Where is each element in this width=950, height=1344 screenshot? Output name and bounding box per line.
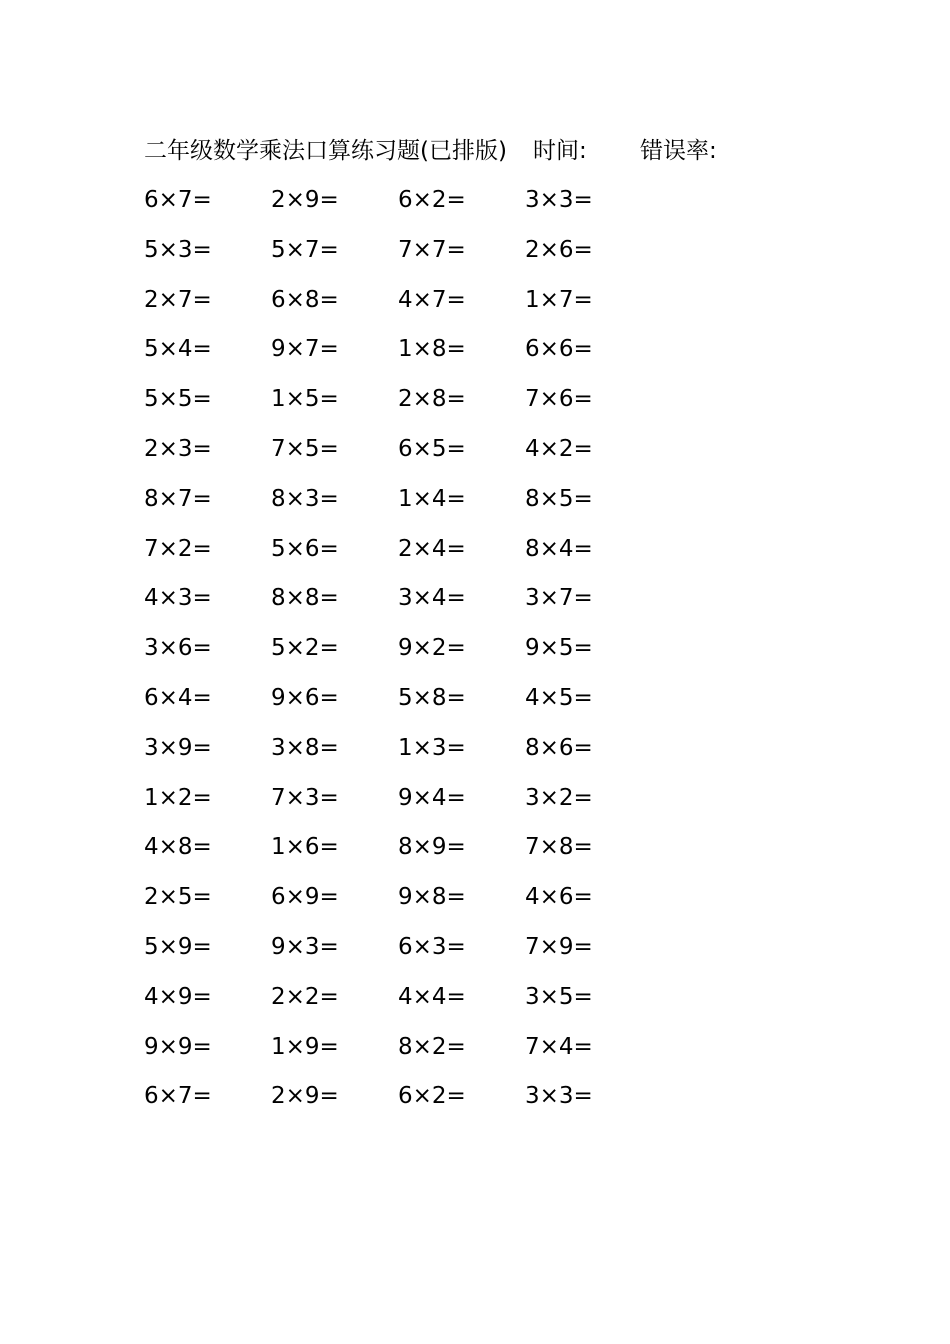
problem-item: 2×6= [525, 236, 593, 263]
problem-item: 3×4= [398, 585, 466, 612]
problem-item: 2×4= [398, 535, 466, 562]
problem-row [144, 382, 664, 432]
problem-item: 1×8= [398, 336, 466, 363]
problem-item: 4×8= [144, 834, 212, 861]
problem-item: 5×8= [398, 684, 466, 711]
problem-item: 2×5= [144, 884, 212, 911]
worksheet-header [144, 134, 864, 168]
problem-item: 2×2= [271, 983, 339, 1010]
problem-item: 6×9= [271, 884, 339, 911]
problem-row [144, 980, 664, 1030]
problem-item: 9×5= [525, 635, 593, 662]
problem-item: 8×7= [144, 485, 212, 512]
worksheet-title: 二年级数学乘法口算练习题(已排版) [144, 138, 507, 164]
problem-row [144, 532, 664, 582]
problem-item: 6×4= [144, 684, 212, 711]
problem-item: 1×4= [398, 485, 466, 512]
problem-item: 8×8= [271, 585, 339, 612]
problem-item: 3×2= [525, 784, 593, 811]
problem-row [144, 283, 664, 333]
problem-item: 1×2= [144, 784, 212, 811]
time-label: 时间: [533, 138, 587, 164]
problem-row [144, 482, 664, 532]
problem-row [144, 880, 664, 930]
problem-item: 4×7= [398, 286, 466, 313]
problem-item: 3×9= [144, 734, 212, 761]
problem-item: 6×2= [398, 1083, 466, 1110]
problem-item: 6×2= [398, 187, 466, 213]
problem-item: 5×5= [144, 386, 212, 413]
problem-item: 5×2= [271, 635, 339, 662]
problem-row [144, 432, 664, 482]
problem-item: 8×9= [398, 834, 466, 861]
problem-item: 6×7= [144, 1083, 212, 1110]
problem-item: 3×8= [271, 734, 339, 761]
problem-item: 3×3= [525, 1083, 593, 1110]
problem-item: 5×4= [144, 336, 212, 363]
problem-item: 8×2= [398, 1033, 466, 1060]
problem-item: 9×3= [271, 933, 339, 960]
problem-item: 2×9= [271, 187, 339, 213]
problem-item: 3×5= [525, 983, 593, 1010]
problem-item: 4×6= [525, 884, 593, 911]
problem-item: 7×3= [271, 784, 339, 811]
problem-row [144, 183, 664, 233]
problem-row [144, 1030, 664, 1080]
problem-item: 3×3= [525, 187, 593, 213]
problem-item: 9×8= [398, 884, 466, 911]
problem-item: 7×4= [525, 1033, 593, 1060]
problem-row [144, 681, 664, 731]
problem-row [144, 781, 664, 831]
problem-item: 5×6= [271, 535, 339, 562]
problem-item: 4×2= [525, 435, 593, 462]
problem-item: 9×7= [271, 336, 339, 363]
problem-item: 8×3= [271, 485, 339, 512]
problem-item: 4×4= [398, 983, 466, 1010]
problem-row [144, 332, 664, 382]
problem-row [144, 830, 664, 880]
problem-item: 4×9= [144, 983, 212, 1010]
problem-item: 1×5= [271, 386, 339, 413]
error-rate-label: 错误率: [640, 138, 717, 164]
problem-item: 3×6= [144, 635, 212, 662]
problem-item: 6×3= [398, 933, 466, 960]
problem-item: 9×4= [398, 784, 466, 811]
problem-item: 5×9= [144, 933, 212, 960]
problem-grid [144, 183, 664, 1129]
problem-item: 1×6= [271, 834, 339, 861]
problem-item: 1×7= [525, 286, 593, 313]
problem-item: 8×4= [525, 535, 593, 562]
problem-row [144, 631, 664, 681]
problem-item: 7×7= [398, 236, 466, 263]
problem-item: 9×2= [398, 635, 466, 662]
problem-row [144, 930, 664, 980]
problem-item: 3×7= [525, 585, 593, 612]
problem-item: 9×9= [144, 1033, 212, 1060]
problem-item: 7×9= [525, 933, 593, 960]
problem-item: 2×3= [144, 435, 212, 462]
problem-item: 6×5= [398, 435, 466, 462]
problem-row [144, 731, 664, 781]
problem-item: 2×9= [271, 1083, 339, 1110]
problem-item: 6×7= [144, 187, 212, 213]
problem-item: 9×6= [271, 684, 339, 711]
problem-row [144, 1079, 664, 1129]
problem-item: 8×6= [525, 734, 593, 761]
problem-item: 6×8= [271, 286, 339, 313]
problem-row [144, 233, 664, 283]
problem-item: 6×6= [525, 336, 593, 363]
problem-item: 8×5= [525, 485, 593, 512]
problem-row [144, 581, 664, 631]
problem-item: 7×6= [525, 386, 593, 413]
problem-item: 1×3= [398, 734, 466, 761]
problem-item: 5×3= [144, 236, 212, 263]
problem-item: 2×8= [398, 386, 466, 413]
problem-item: 7×8= [525, 834, 593, 861]
problem-item: 4×5= [525, 684, 593, 711]
problem-item: 7×5= [271, 435, 339, 462]
problem-item: 5×7= [271, 236, 339, 263]
problem-item: 4×3= [144, 585, 212, 612]
problem-item: 1×9= [271, 1033, 339, 1060]
problem-item: 2×7= [144, 286, 212, 313]
problem-item: 7×2= [144, 535, 212, 562]
